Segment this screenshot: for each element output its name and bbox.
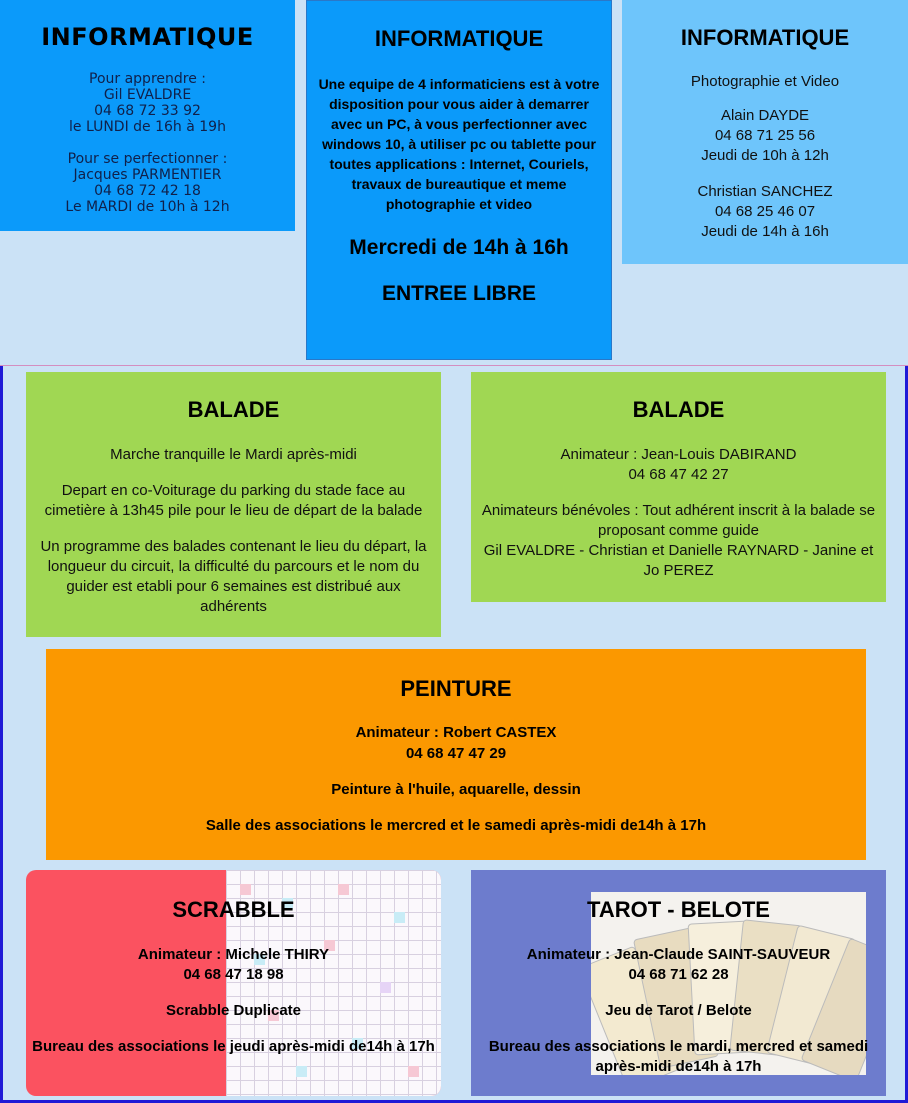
tarot-content bbox=[471, 870, 886, 1077]
improve-phone: 04 68 72 42 18 bbox=[94, 183, 201, 199]
card-activity: Scrabble Duplicate bbox=[165, 1002, 302, 1019]
card-line: Depart en co-Voiturage du parking du stade face au cimetière à 13h45 pile pour le lieu de départ de la balade bbox=[44, 482, 423, 519]
card-title: SCRABBLE bbox=[172, 897, 295, 922]
card-animator: Animateur : Jean-Louis DABIRAND bbox=[560, 446, 797, 463]
card-title: BALADE bbox=[187, 397, 280, 422]
card-animator: Animateur : Michele THIRY bbox=[137, 946, 330, 963]
card-place: Bureau des associations le mardi, mercred et samedi après-midi de14h à 17h bbox=[488, 1038, 869, 1075]
card-phone: 04 68 47 42 27 bbox=[628, 466, 729, 483]
improve-heading: Pour se perfectionner : bbox=[67, 151, 228, 167]
card-activity: Jeu de Tarot / Belote bbox=[605, 1002, 752, 1019]
learn-block bbox=[0, 71, 295, 135]
informatique-card-1 bbox=[0, 0, 295, 231]
scrabble-card bbox=[26, 870, 441, 1096]
card-line: Un programme des balades contenant le lieu du départ, la longueur du circuit, la difficulté du parcours et le nom du guider est etabli pour 6 semaines est distribué aux adhérents bbox=[40, 538, 427, 615]
balade-card-1 bbox=[26, 372, 441, 637]
scrabble-content bbox=[26, 870, 441, 1057]
person-phone: 04 68 71 25 56 bbox=[714, 127, 816, 144]
tarot-card bbox=[471, 870, 886, 1096]
peinture-card bbox=[46, 649, 866, 860]
card-description: Une equipe de 4 informaticiens est à votre disposition pour vous aider à demarrer avec un PC, à vous perfectionner avec windows 10, à utiliser pc ou tablette pour toutes applications : Internet, Couriels, travaux de bureautique et meme photographie et video bbox=[318, 76, 600, 212]
learn-phone: 04 68 72 33 92 bbox=[94, 103, 201, 119]
card-line: Marche tranquille le Mardi après-midi bbox=[110, 446, 357, 463]
informatique-card-3 bbox=[622, 0, 908, 264]
card-animator: Animateur : Robert CASTEX bbox=[355, 724, 557, 741]
improve-schedule: Le MARDI de 10h à 12h bbox=[65, 199, 230, 215]
balade-card-2 bbox=[471, 372, 886, 602]
card-place: Bureau des associations le jeudi après-midi de14h à 17h bbox=[32, 1038, 435, 1055]
card-animator: Animateur : Jean-Claude SAINT-SAUVEUR bbox=[526, 946, 831, 963]
person-schedule: Jeudi de 10h à 12h bbox=[701, 147, 829, 164]
learn-schedule: le LUNDI de 16h à 19h bbox=[69, 119, 226, 135]
improve-block bbox=[0, 151, 295, 215]
card-volunteers: Animateurs bénévoles : Tout adhérent inscrit à la balade se proposant comme guide bbox=[481, 502, 876, 539]
improve-name: Jacques PARMENTIER bbox=[73, 167, 222, 183]
learn-heading: Pour apprendre : bbox=[89, 71, 206, 87]
person-block bbox=[622, 106, 908, 166]
card-entry: ENTREE LIBRE bbox=[381, 282, 536, 305]
learn-name: Gil EVALDRE bbox=[103, 87, 192, 103]
card-title: INFORMATIQUE bbox=[680, 25, 850, 50]
person-name: Alain DAYDE bbox=[720, 107, 810, 124]
card-phone: 04 68 47 18 98 bbox=[183, 966, 284, 983]
person-block bbox=[622, 182, 908, 242]
card-title: INFORMATIQUE bbox=[41, 23, 254, 51]
card-title: BALADE bbox=[632, 397, 725, 422]
card-activity: Peinture à l'huile, aquarelle, dessin bbox=[331, 781, 581, 798]
card-place: Salle des associations le mercred et le samedi après-midi de14h à 17h bbox=[205, 817, 707, 834]
person-name: Christian SANCHEZ bbox=[697, 183, 833, 200]
card-schedule: Mercredi de 14h à 16h bbox=[349, 236, 569, 259]
person-phone: 04 68 25 46 07 bbox=[714, 203, 816, 220]
informatique-card-2 bbox=[306, 0, 612, 360]
card-title: TAROT - BELOTE bbox=[587, 897, 770, 922]
card-phone: 04 68 71 62 28 bbox=[628, 966, 729, 983]
card-names: Gil EVALDRE - Christian et Danielle RAYNARD - Janine et Jo PEREZ bbox=[483, 542, 874, 579]
card-phone: 04 68 47 47 29 bbox=[405, 745, 507, 762]
card-title: INFORMATIQUE bbox=[374, 26, 544, 51]
card-title: PEINTURE bbox=[400, 676, 512, 701]
person-schedule: Jeudi de 14h à 16h bbox=[701, 223, 829, 240]
card-subtitle: Photographie et Video bbox=[690, 73, 840, 90]
